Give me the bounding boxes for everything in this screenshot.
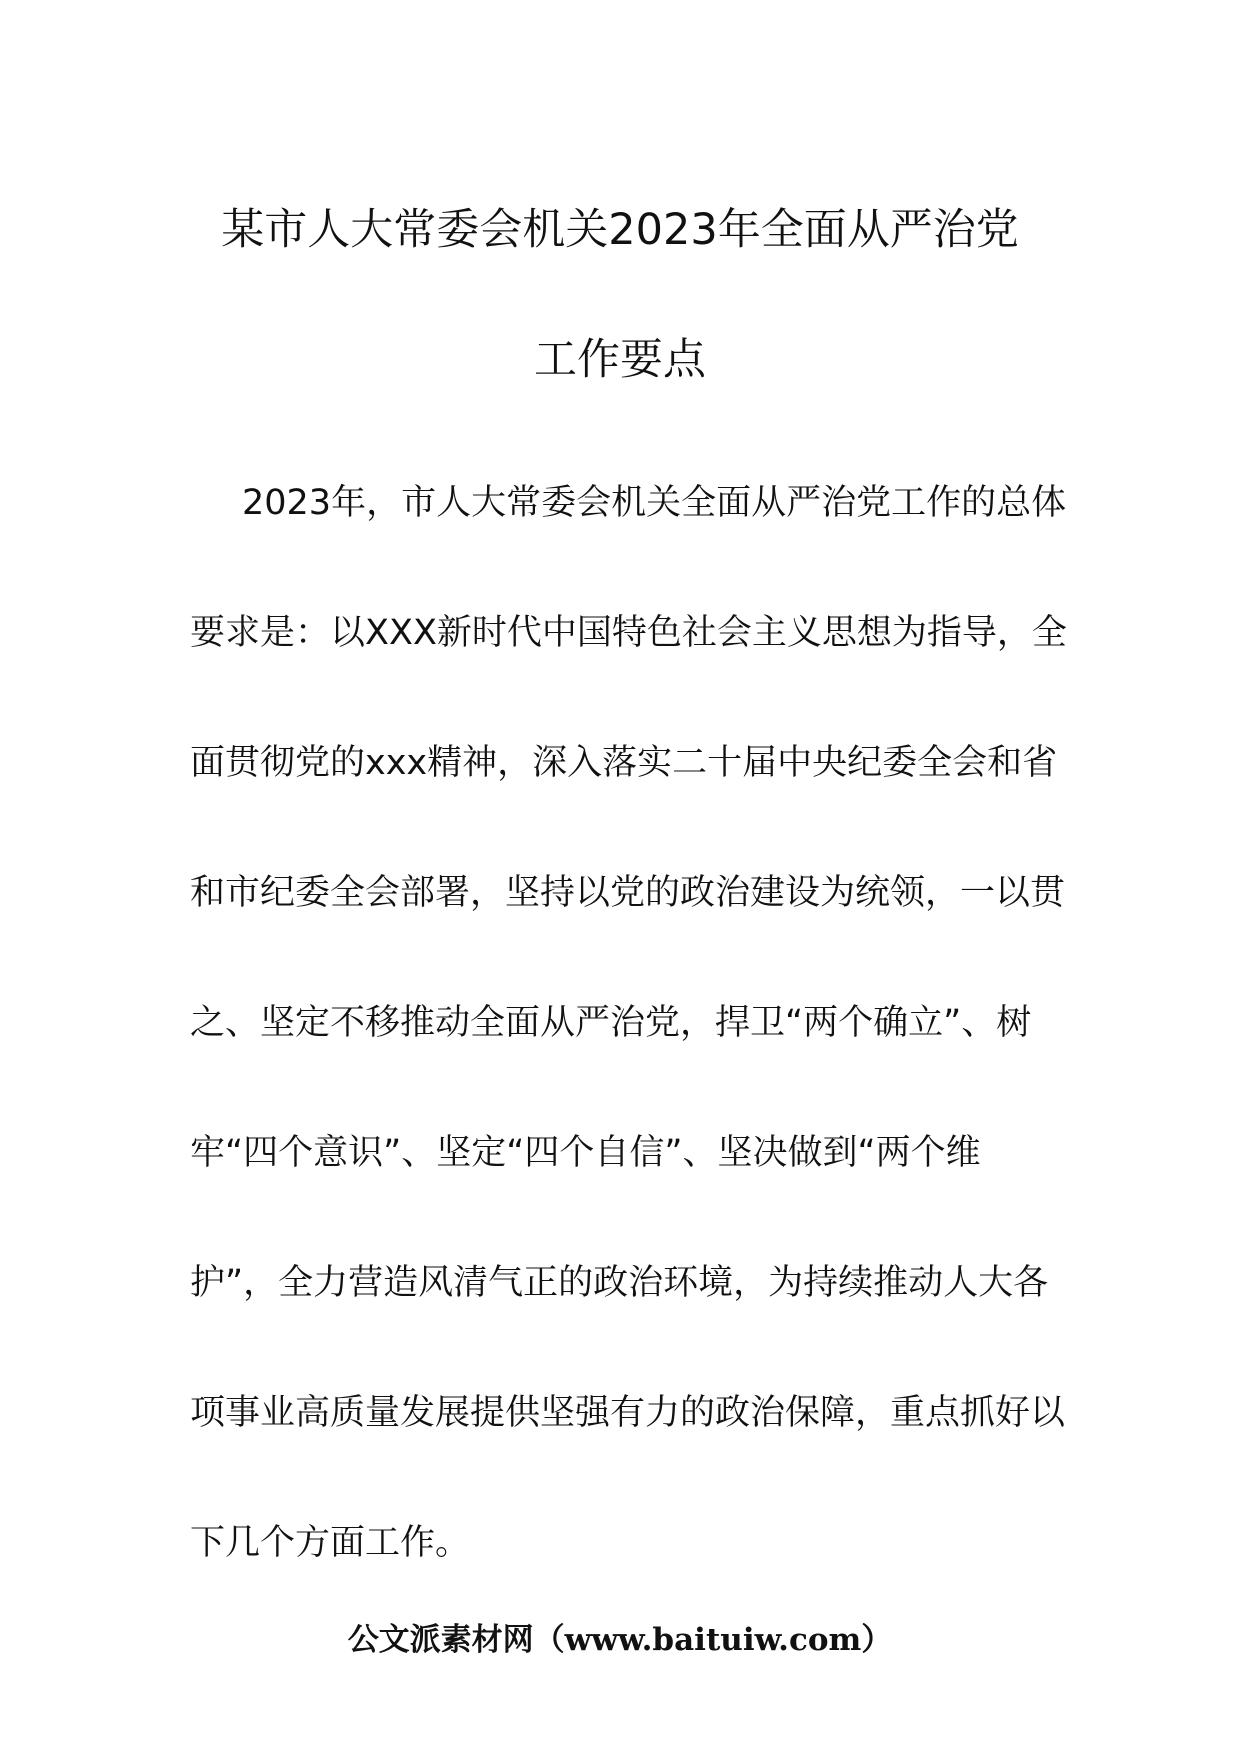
body-text-line: 2023年，市人大常委会机关全面从严治党工作的总体 bbox=[242, 483, 1067, 523]
body-text-line: 和市纪委全会部署，坚持以党的政治建设为统领，一以贯 bbox=[190, 873, 1066, 913]
body-text-line: 项事业高质量发展提供坚强有力的政治保障，重点抓好以 bbox=[190, 1393, 1066, 1433]
body-text-line: 护”，全力营造风清气正的政治环境，为持续推动人大各 bbox=[190, 1263, 1049, 1303]
body-text-line: 牢“四个意识”、坚定“四个自信”、坚决做到“两个维 bbox=[190, 1133, 981, 1173]
document-title-line-2: 工作要点 bbox=[534, 335, 706, 385]
body-text-line: 要求是：以XXX新时代中国特色社会主义思想为指导，全 bbox=[190, 613, 1067, 653]
footer-watermark-text: 公文派素材网（www.baituiw.com） bbox=[347, 1622, 893, 1658]
body-text-line: 面贯彻党的xxx精神，深入落实二十届中央纪委全会和省 bbox=[190, 743, 1058, 783]
document-title-line-1: 某市人大常委会机关2023年全面从严治党 bbox=[221, 205, 1019, 255]
body-text-line: 下几个方面工作。 bbox=[190, 1523, 471, 1563]
body-text-line: 之、坚定不移推动全面从严治党，捍卫“两个确立”、树 bbox=[190, 1003, 1032, 1043]
